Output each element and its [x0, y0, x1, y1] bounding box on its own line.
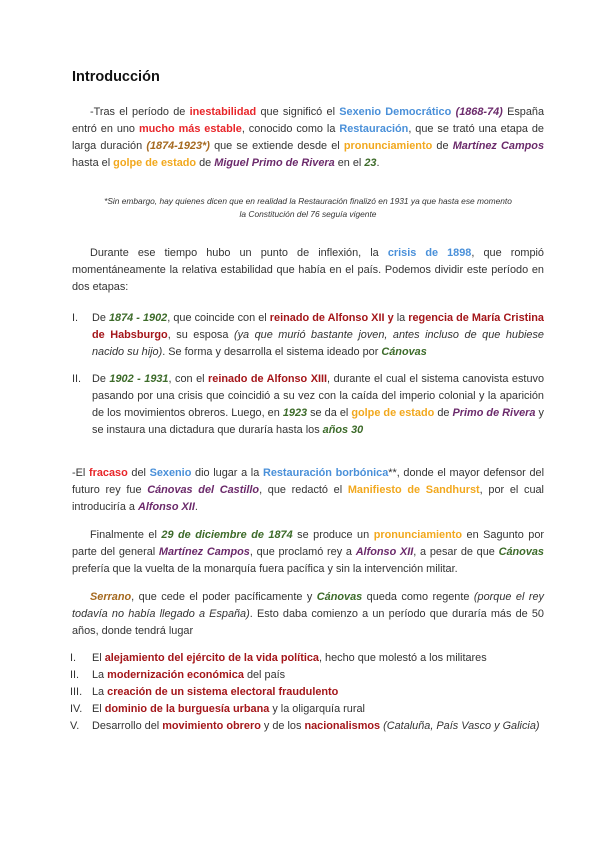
- page-title: Introducción: [72, 69, 160, 85]
- consequences-list: [70, 650, 544, 735]
- serrano-paragraph: Serrano, que cede el poder pacíficamente y Cánovas queda como regente (porque el rey todavía no había llegado a España). Esto daba comienzo a un período que duraría más de 50 años, donde tendrá lugar: [72, 591, 544, 637]
- list-item: V. Desarrollo del movimiento obrero y de los nacionalismos (Cataluña, País Vasco y Galicia): [70, 720, 540, 732]
- crisis-paragraph: Durante ese tiempo hubo un punto de inflexión, la crisis de 1898, que rompió momentáneamente la relativa estabilidad que había en el país. Podemos dividir este período en dos etapas:: [72, 247, 544, 293]
- footnote: [72, 195, 544, 221]
- pronunciamiento-paragraph: Finalmente el 29 de diciembre de 1874 se produce un pronunciamiento en Sagunto por parte del general Martínez Campos, que proclamó rey a Alfonso XII, a pesar de que Cánovas prefería que la vuelta de la monarquía fuera pacífica y sin la intervención militar.: [72, 529, 545, 575]
- stages-list: [72, 310, 544, 439]
- list-item: III. La creación de un sistema electoral fraudulento: [70, 686, 339, 698]
- footnote-line: la Constitución del 76 seguía vigente: [239, 209, 377, 219]
- list-item: I. El alejamiento del ejército de la vida política, hecho que molestó a los militares: [70, 652, 487, 664]
- list-item: II. De 1902 - 1931, con el reinado de Alfonso XIII, durante el cual el sistema canovista estuvo pasando por una crisis que coincidió a su vez con la caída del imperio colonial y la aparición de los movimientos obreros. Luego, en 1923 se da el golpe de estado de Primo de Rivera y se instaura una dictadura que duraría hasta los años 30: [72, 373, 545, 436]
- restauracion-paragraph: -El fracaso del Sexenio dio lugar a la Restauración borbónica**, donde el mayor defensor del futuro rey fue Cánovas del Castillo, que redactó el Manifiesto de Sandhurst, por el cual introduciría a Alfonso XII.: [72, 467, 544, 513]
- list-item: IV. El dominio de la burguesía urbana y la oligarquía rural: [70, 703, 365, 715]
- list-item: I. De 1874 - 1902, que coincide con el reinado de Alfonso XII y la regencia de María Cristina de Habsburgo, su esposa (ya que murió bastante joven, antes incluso de que hubiese nacido su hijo). Se forma y desarrolla el sistema ideado por Cánovas: [72, 312, 544, 358]
- list-item: II. La modernización económica del país: [70, 669, 286, 681]
- intro-paragraph: -Tras el período de inestabilidad que significó el Sexenio Democrático (1868-74) España entró en uno mucho más estable, conocido como la Restauración, que se trató una etapa de larga duración (1874-1923*) que se extiende desde el pronunciamiento de Martínez Campos hasta el golpe de estado de Miguel Primo de Rivera en el 23.: [72, 106, 545, 169]
- footnote-line: *Sin embargo, hay quienes dicen que en realidad la Restauración finalizó en 1931 ya que hasta ese momento: [104, 196, 512, 206]
